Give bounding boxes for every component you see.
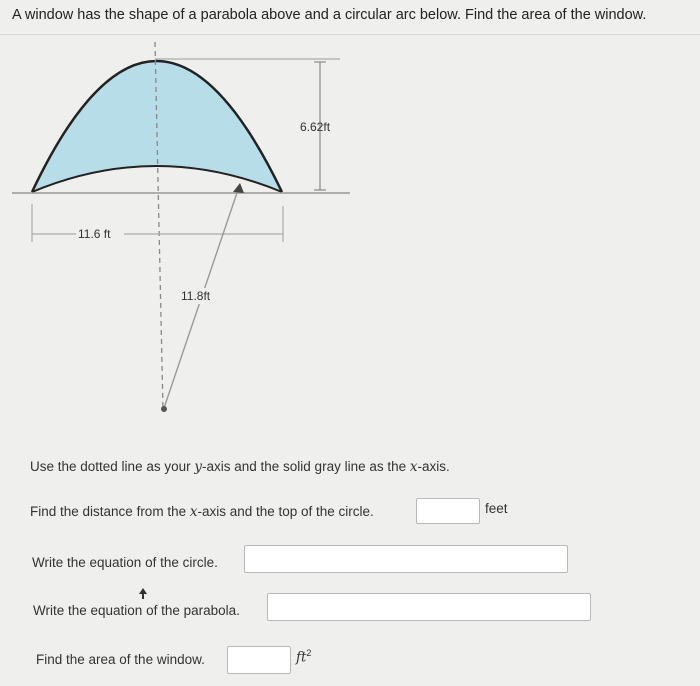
axis-instructions: Use the dotted line as your y-axis and the solid gray line as the x-axis. <box>30 459 450 475</box>
mouse-pointer-icon <box>138 588 148 600</box>
circle-center-point <box>161 406 167 412</box>
question-distance-label: Find the distance from the x-axis and the top of the circle. <box>30 504 374 520</box>
width-label: 11.6 ft <box>78 227 111 241</box>
problem-title: A window has the shape of a parabola above and a circular arc below. Find the area of the window. <box>12 7 647 23</box>
area-input[interactable] <box>227 646 291 674</box>
question-circle-label: Write the equation of the circle. <box>32 555 218 570</box>
height-label: 6.62ft <box>300 120 331 134</box>
circle-equation-input[interactable] <box>244 545 568 573</box>
distance-input[interactable] <box>416 498 480 524</box>
area-unit: $ft^2$ <box>296 648 312 666</box>
radius-arrowhead <box>233 183 244 193</box>
question-parabola-label: Write the equation of the parabola. <box>33 603 240 618</box>
radius-label: 11.8ft <box>181 289 211 303</box>
distance-unit: feet <box>485 501 508 516</box>
parabola-equation-input[interactable] <box>267 593 591 621</box>
question-area-label: Find the area of the window. <box>36 652 205 667</box>
